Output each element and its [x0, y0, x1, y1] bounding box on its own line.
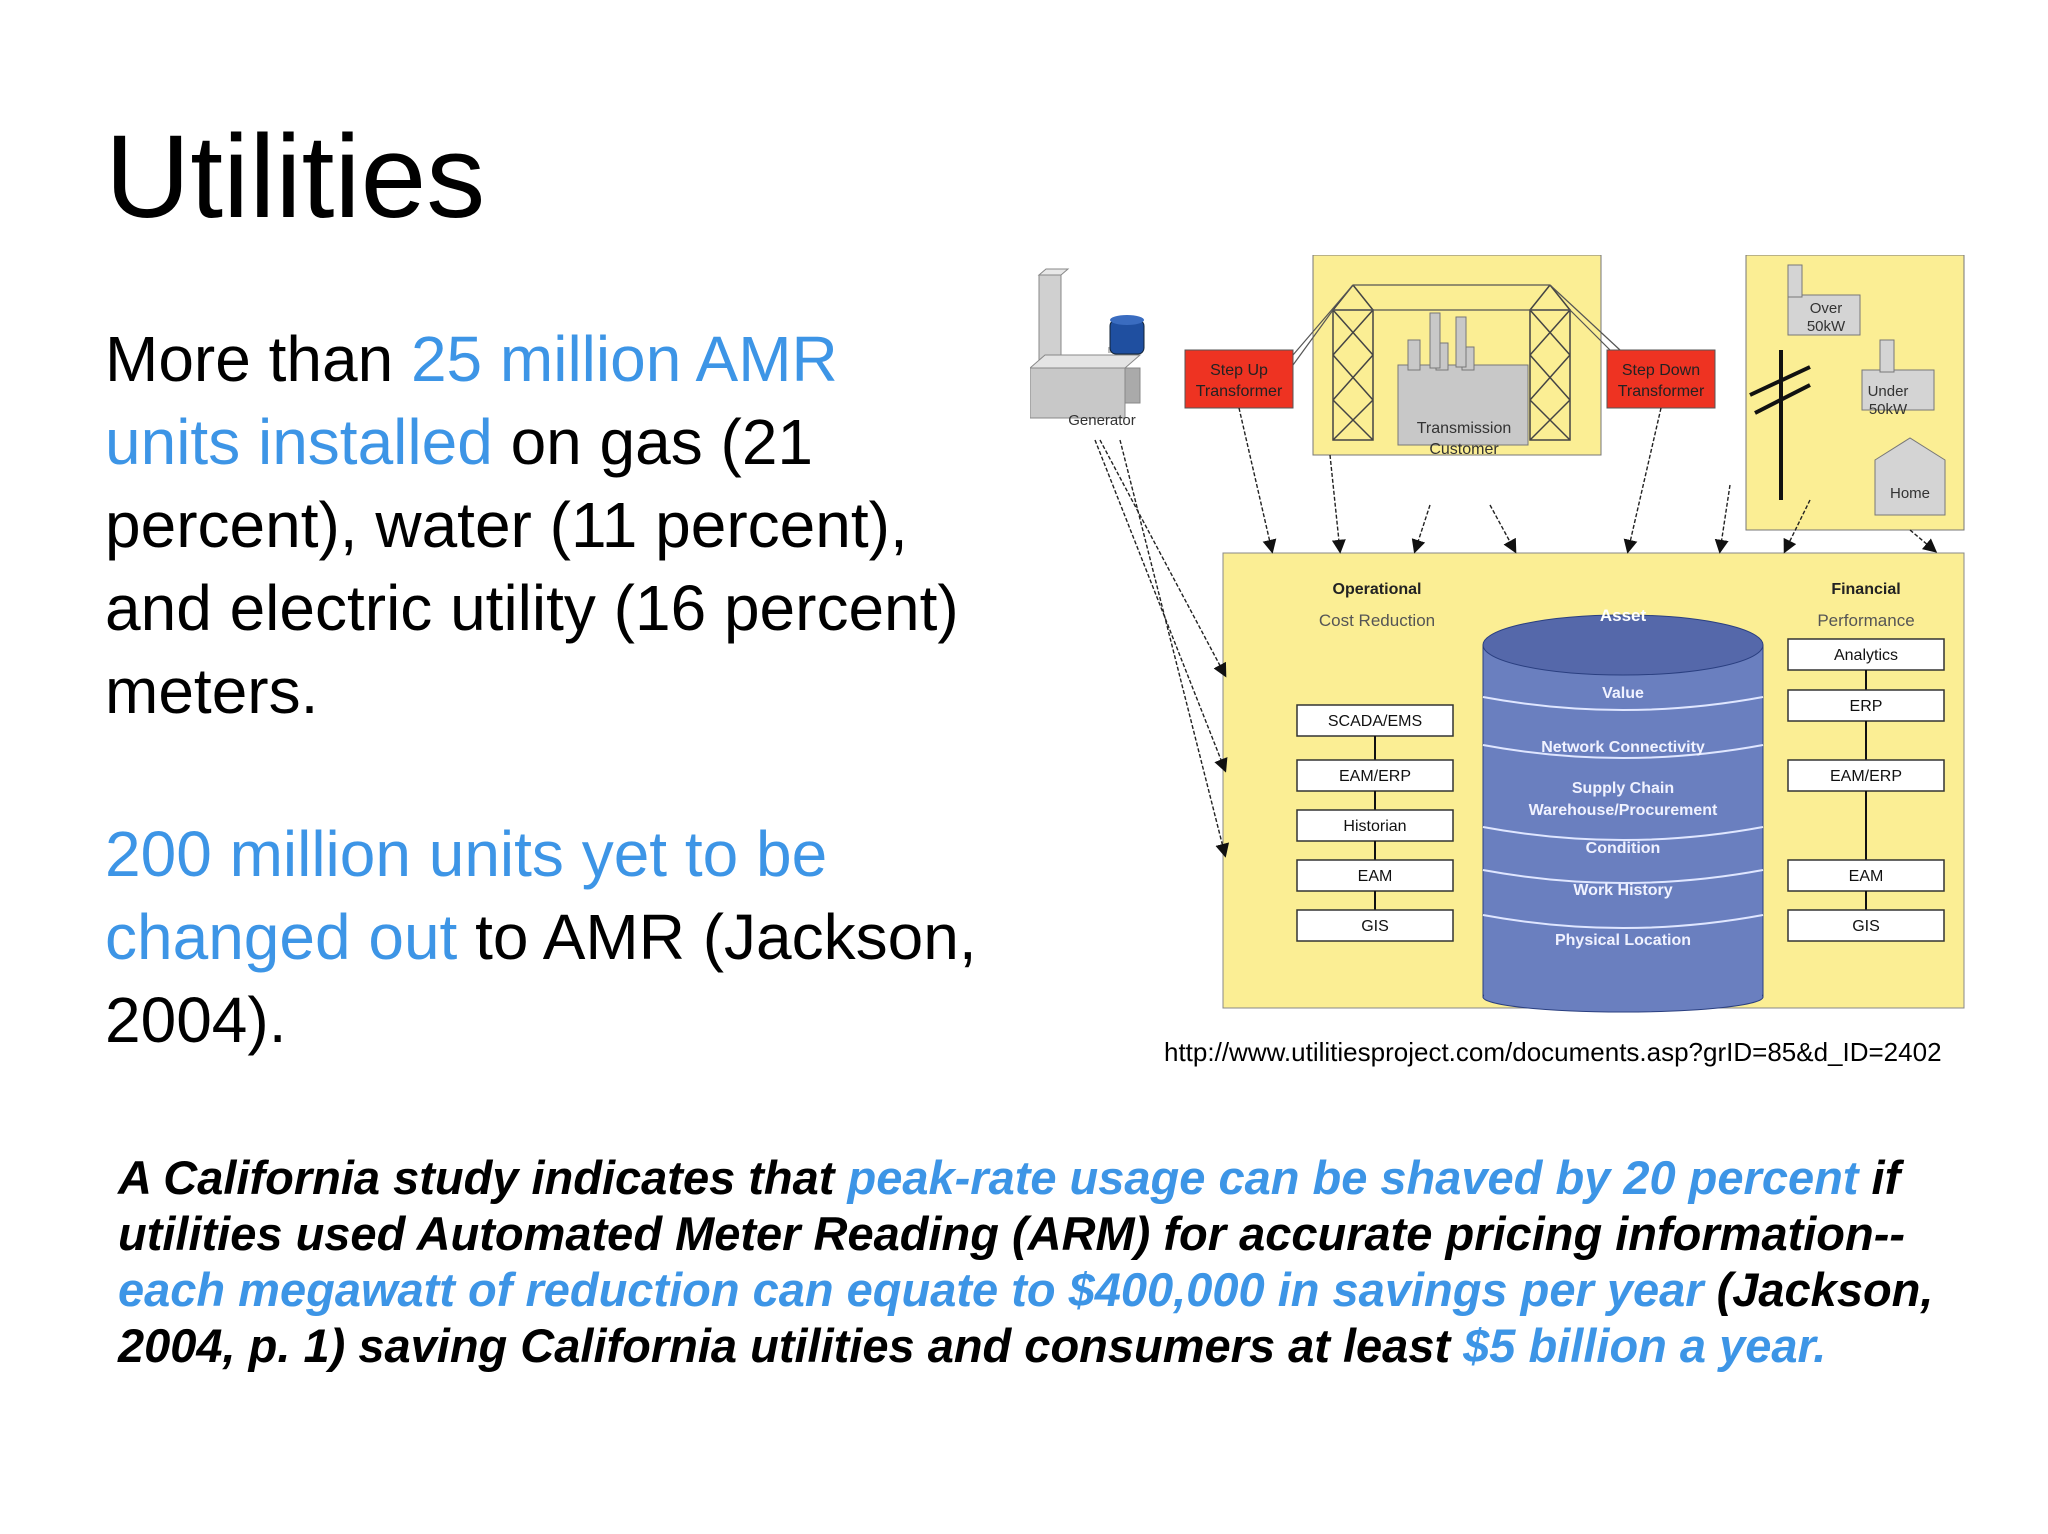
amr-remaining-paragraph — [105, 813, 985, 1062]
step-down-label-line2: Transformer — [1617, 383, 1705, 400]
right-system-box-label: EAM/ERP — [1829, 768, 1903, 785]
over-label-line2: 50kW — [1806, 318, 1846, 335]
left-system-box-label: SCADA/EMS — [1327, 713, 1423, 730]
left-system-box-label: Historian — [1343, 818, 1407, 835]
step-up-label-line2: Transformer — [1195, 383, 1283, 400]
cylinder-layer-warehouse: Warehouse/Procurement — [1528, 802, 1718, 819]
paragraph-text: to AMR (Jackson, 2004). — [105, 901, 977, 1056]
highlighted-text: 200 million units yet to be changed out — [105, 818, 828, 973]
right-system-box-label: ERP — [1849, 698, 1883, 715]
left-system-box-label: GIS — [1361, 918, 1389, 935]
study-text: if utilities used Automated Meter Reading (ARM) for accurate pricing information-- — [118, 1151, 1906, 1260]
under-label-line2: 50kW — [1868, 401, 1908, 418]
operational-heading: Operational — [1332, 581, 1422, 598]
amr-installed-paragraph — [105, 318, 985, 733]
home-label: Home — [1889, 485, 1931, 502]
generator-icon — [1030, 269, 1144, 418]
cylinder-layer-work-history: Work History — [1573, 882, 1673, 899]
over-label-line1: Over — [1809, 300, 1843, 317]
performance-heading: Performance — [1817, 611, 1915, 630]
study-text: A California study indicates that — [118, 1151, 848, 1204]
source-link[interactable]: http://www.utilitiesproject.com/documents.asp?grID=85&d_ID=2402 — [1164, 1037, 1942, 1067]
cylinder-layer-physical-location: Physical Location — [1554, 932, 1692, 949]
right-system-box-label: Analytics — [1833, 647, 1899, 664]
right-system-box-label: GIS — [1852, 918, 1880, 935]
cylinder-layer-condition: Condition — [1585, 840, 1661, 857]
step-up-label-line1: Step Up — [1210, 362, 1268, 379]
left-system-box-label: EAM/ERP — [1338, 768, 1412, 785]
transmission-customer-line2: Customer — [1429, 441, 1499, 458]
study-highlight: $5 billion a year. — [1463, 1319, 1827, 1372]
under-label-line1: Under — [1867, 383, 1909, 400]
highlighted-text: 25 million AMR units installed — [105, 323, 838, 478]
right-system-box-label: EAM — [1848, 868, 1884, 885]
paragraph-text: More than — [105, 323, 411, 395]
california-study-paragraph — [118, 1150, 1998, 1374]
asset-label: Asset — [1599, 606, 1647, 625]
left-system-box-label: EAM — [1357, 868, 1393, 885]
study-text: (Jackson, 2004, p. 1) saving California utilities and consumers at least — [118, 1263, 1934, 1372]
study-highlight: peak-rate usage can be shaved by 20 percent — [847, 1151, 1859, 1204]
step-down-label-line1: Step Down — [1621, 362, 1701, 379]
utility-data-flow-diagram — [1030, 255, 1970, 1015]
generator-label: Generator — [1068, 412, 1136, 429]
study-highlight: each megawatt of reduction can equate to $400,000 in savings per year — [118, 1263, 1704, 1316]
cost-reduction-heading: Cost Reduction — [1318, 611, 1436, 630]
slide-title: Utilities — [105, 111, 486, 243]
paragraph-text: on gas (21 percent), water (11 percent), and electric utility (16 percent) meters. — [105, 406, 959, 727]
transmission-customer-line1: Transmission — [1416, 420, 1512, 437]
cylinder-layer-value: Value — [1602, 685, 1644, 702]
financial-heading: Financial — [1831, 581, 1901, 598]
cylinder-layer-network: Network Connectivity — [1541, 739, 1705, 756]
cylinder-layer-supply: Supply Chain — [1571, 780, 1675, 797]
